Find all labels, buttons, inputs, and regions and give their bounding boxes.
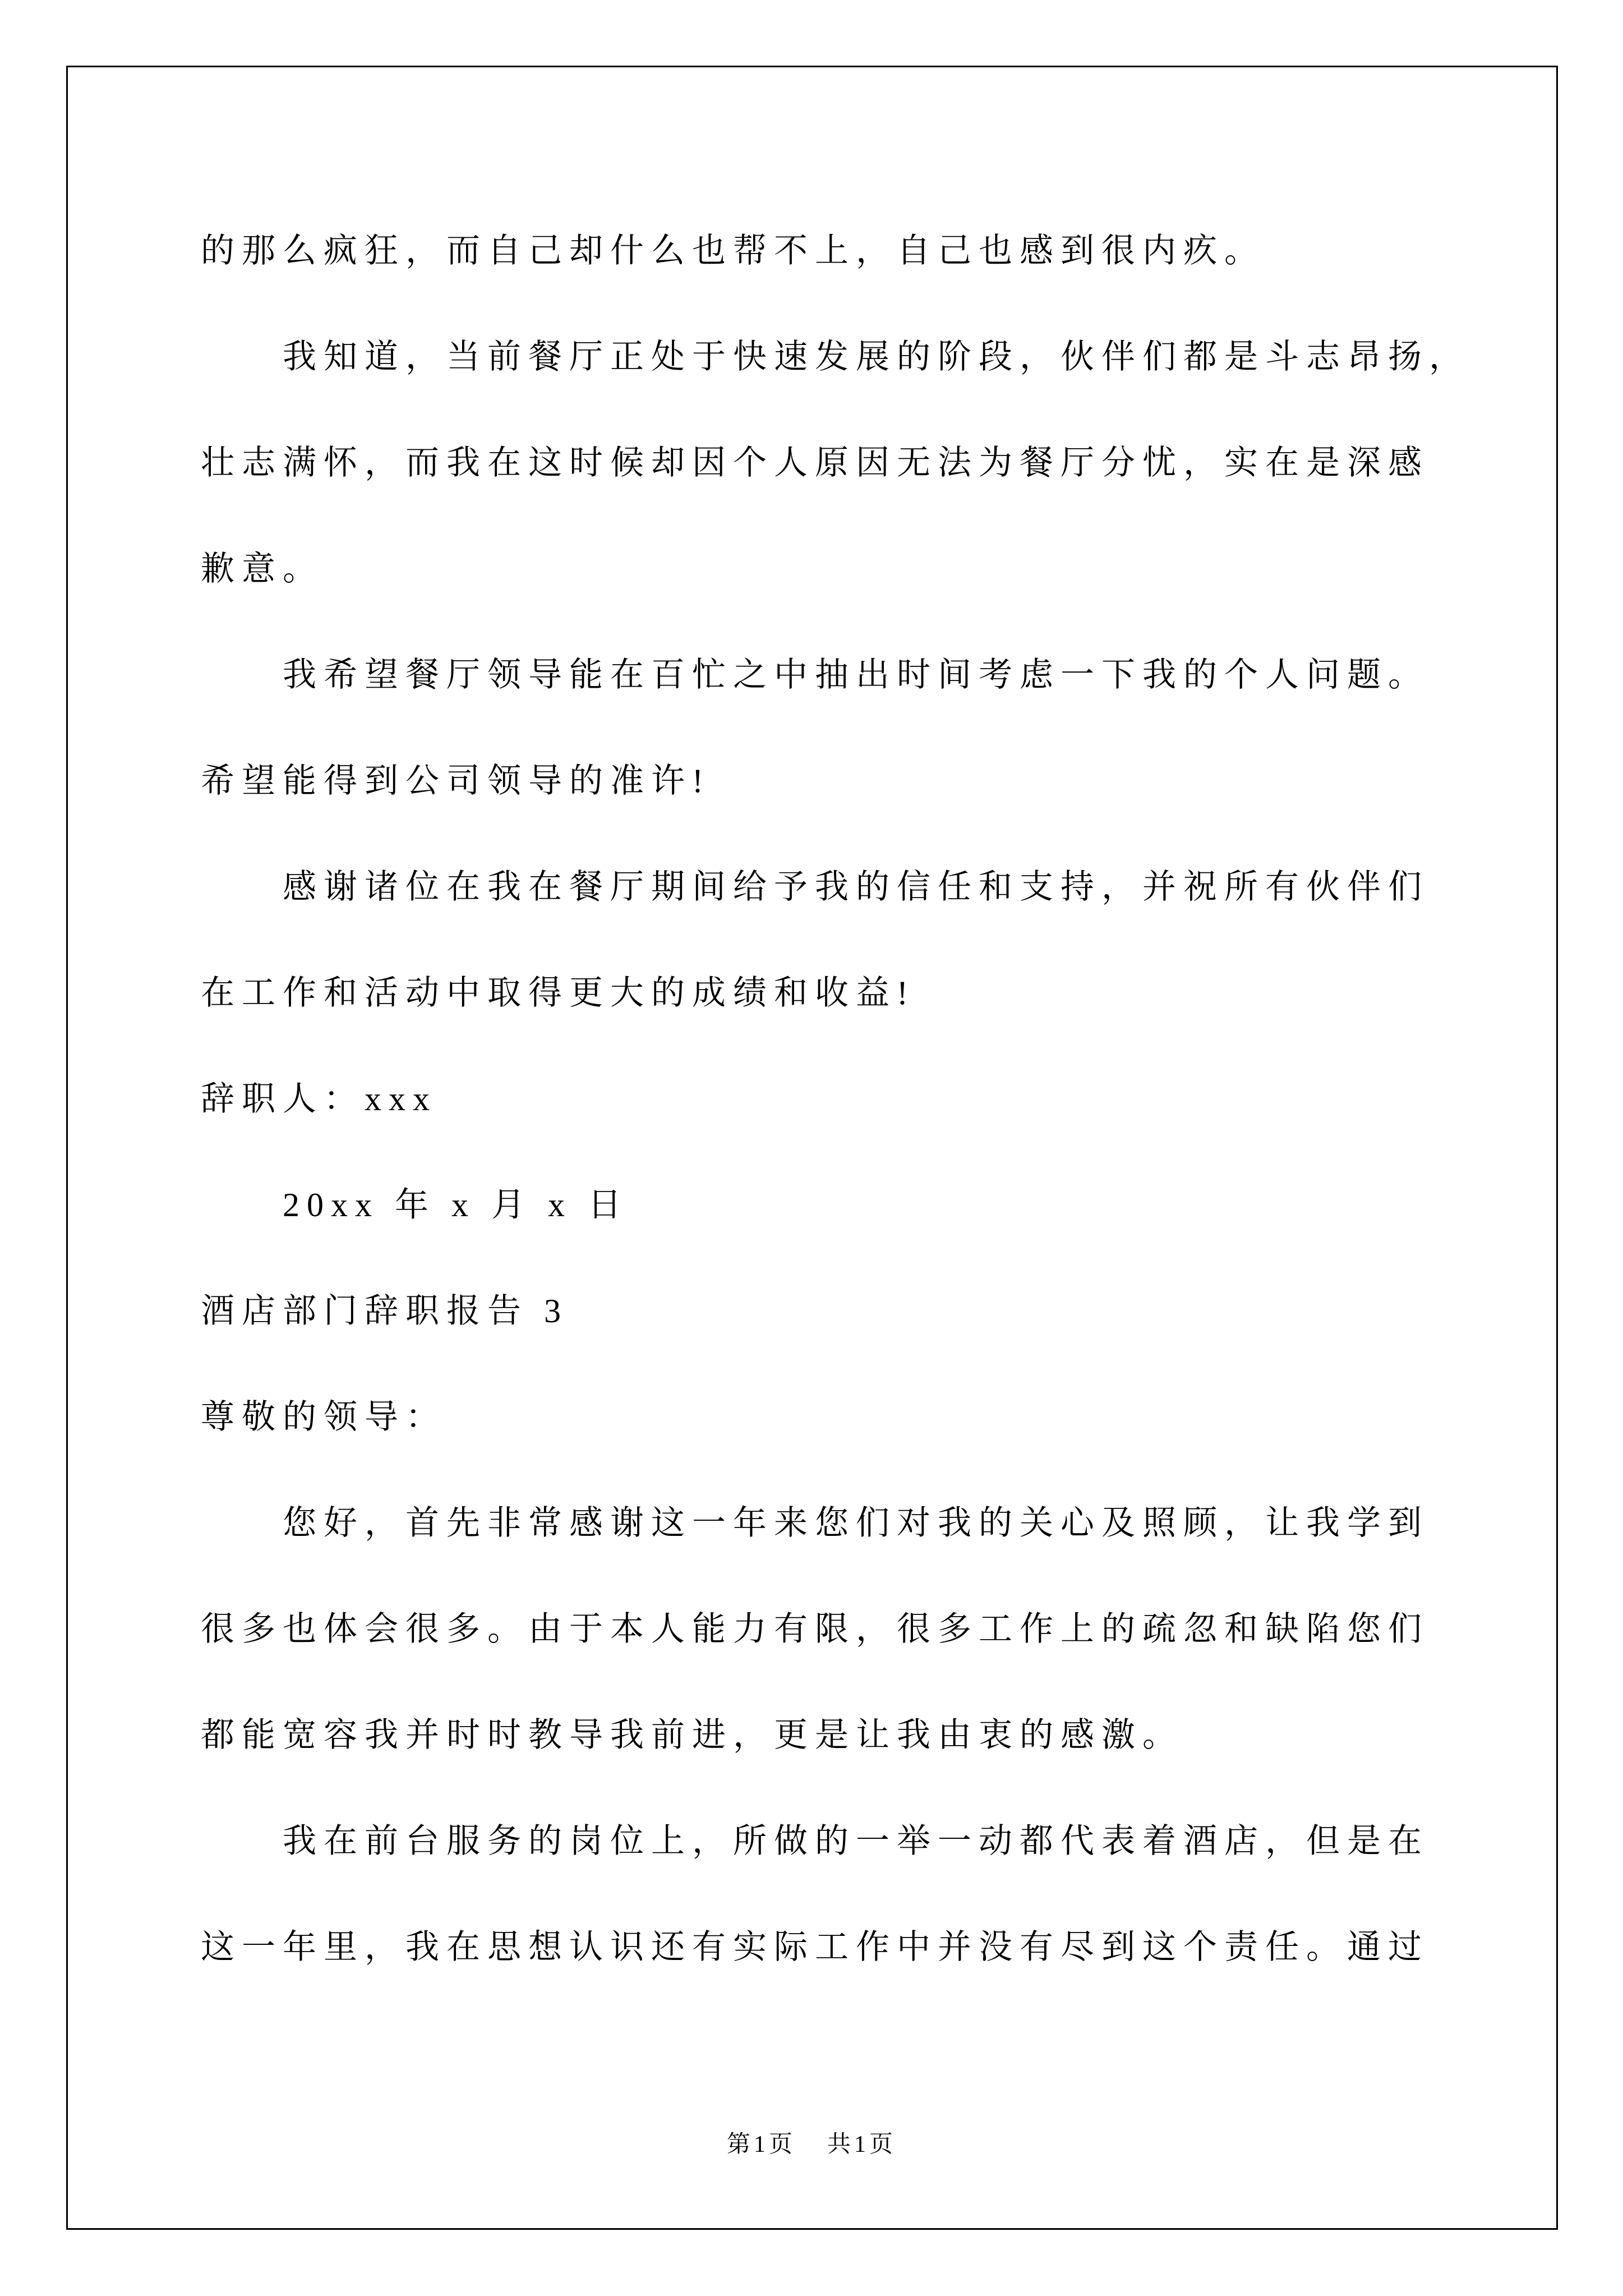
text-line: 希望能得到公司领导的准许! — [201, 762, 711, 799]
text-line: 的那么疯狂，而自己却什么也帮不上，自己也感到很内疚。 — [201, 232, 1265, 269]
text-line: 在工作和活动中取得更大的成绩和收益! — [201, 974, 915, 1011]
page-number-current: 第1页 — [726, 2132, 796, 2157]
text-line: 感谢诸位在我在餐厅期间给予我的信任和支持，并祝所有伙伴们 — [283, 868, 1429, 905]
text-content — [201, 198, 1470, 2000]
text-line: 都能宽容我并时时教导我前进，更是让我由衷的感激。 — [201, 1717, 1183, 1754]
text-line: 辞职人：xxx — [201, 1080, 437, 1117]
text-line: 很多也体会很多。由于本人能力有限，很多工作上的疏忽和缺陷您们 — [201, 1611, 1429, 1648]
text-line: 壮志满怀，而我在这时候却因个人原因无法为餐厅分忧，实在是深感 — [201, 444, 1429, 481]
page-footer — [0, 2129, 1623, 2160]
text-line: 酒店部门辞职报告 3 — [201, 1292, 568, 1329]
page-number-total: 共1页 — [827, 2132, 897, 2157]
text-line: 这一年里，我在思想认识还有实际工作中并没有尽到这个责任。通过 — [201, 1929, 1429, 1966]
text-line: 歉意。 — [201, 550, 324, 587]
text-line: 我在前台服务的岗位上，所做的一举一动都代表着酒店，但是在 — [283, 1823, 1429, 1860]
text-line: 我知道，当前餐厅正处于快速发展的阶段，伙伴们都是斗志昂扬， — [283, 338, 1470, 375]
text-line: 20xx 年 x 月 x 日 — [283, 1186, 629, 1223]
text-line: 尊敬的领导： — [201, 1398, 446, 1435]
text-line: 您好，首先非常感谢这一年来您们对我的关心及照顾，让我学到 — [283, 1504, 1429, 1542]
text-line: 我希望餐厅领导能在百忙之中抽出时间考虑一下我的个人问题。 — [283, 656, 1429, 693]
